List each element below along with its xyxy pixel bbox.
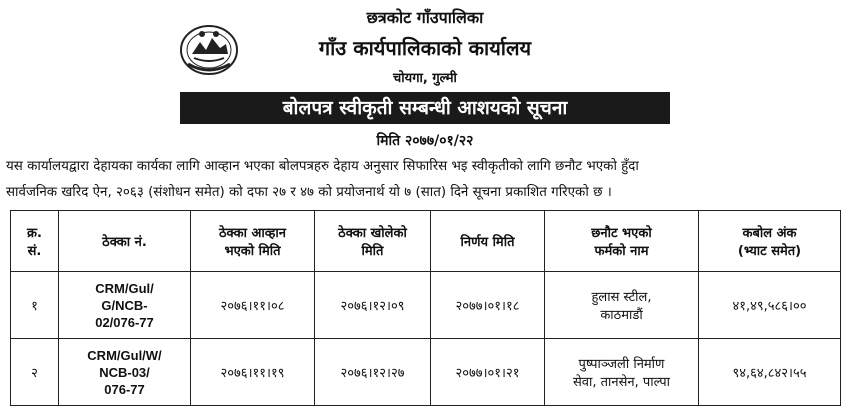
row-decision-date: २०७७।०१।२१ (431, 339, 545, 406)
row-open-date: २०७६।१२।२७ (315, 339, 431, 406)
header-amount: कबोल अंक (भ्याट समेत) (699, 211, 841, 272)
contract-table (10, 210, 841, 406)
table-row (11, 339, 841, 406)
row-firm-name: पुष्पाञ्जली निर्माण सेवा, तानसेन, पाल्पा (545, 339, 699, 406)
office-name: गाँउ कार्यपालिकाको कार्यालय (318, 36, 532, 60)
header-invite-date: ठेक्का आव्हान भएको मिति (191, 211, 315, 272)
row-sn: २ (11, 339, 59, 406)
header-firm-name: छनौट भएको फर्मको नाम (545, 211, 699, 272)
header-sn: क्र. सं. (11, 211, 59, 272)
row-firm-name: हुलास स्टील, काठमाडौं (545, 272, 699, 339)
row-open-date: २०७६।१२।०९ (315, 272, 431, 339)
row-contract-no: CRM/Gul/W/ NCB-03/ 076-77 (59, 339, 191, 406)
table-header-row (11, 211, 841, 272)
row-decision-date: २०७७।०१।१८ (431, 272, 545, 339)
row-invite-date: २०७६।११।१९ (191, 339, 315, 406)
row-sn: १ (11, 272, 59, 339)
row-invite-date: २०७६।११।०८ (191, 272, 315, 339)
notice-body-line2: सार्वजनिक खरिद ऐन, २०६३ (संशोधन समेत) को दफा २७ र ४७ को प्रयोजनार्थ यो ७ (सात) दिने सूचना प्रकाशित गरिएको छ । (6, 185, 612, 200)
row-amount: ९४,६४,८४२।५५ (699, 339, 841, 406)
table-row (11, 272, 841, 339)
notice-title: बोलपत्र स्वीकृती सम्बन्धी आशयको सूचना (180, 92, 670, 124)
office-location: चोयगा, गुल्मी (393, 71, 457, 86)
municipality-name: छत्रकोट गाँउपालिका (366, 8, 484, 27)
notice-body-line1: यस कार्यालयद्वारा देहायका कार्यका लागि आव्हान भएका बोलपत्रहरु देहाय अनुसार सिफारिस भइ स्वीकृतीको लागि छनौट भएको हुँदा (6, 159, 639, 174)
row-amount: ४१,४९,५८६।०० (699, 272, 841, 339)
header-contract-no: ठेक्का नं. (59, 211, 191, 272)
header-open-date: ठेक्का खोलेको मिति (315, 211, 431, 272)
row-contract-no: CRM/Gul/ G/NCB- 02/076-77 (59, 272, 191, 339)
header-decision-date: निर्णय मिति (431, 211, 545, 272)
notice-date: मिति २०७७/०१/२२ (376, 133, 474, 149)
